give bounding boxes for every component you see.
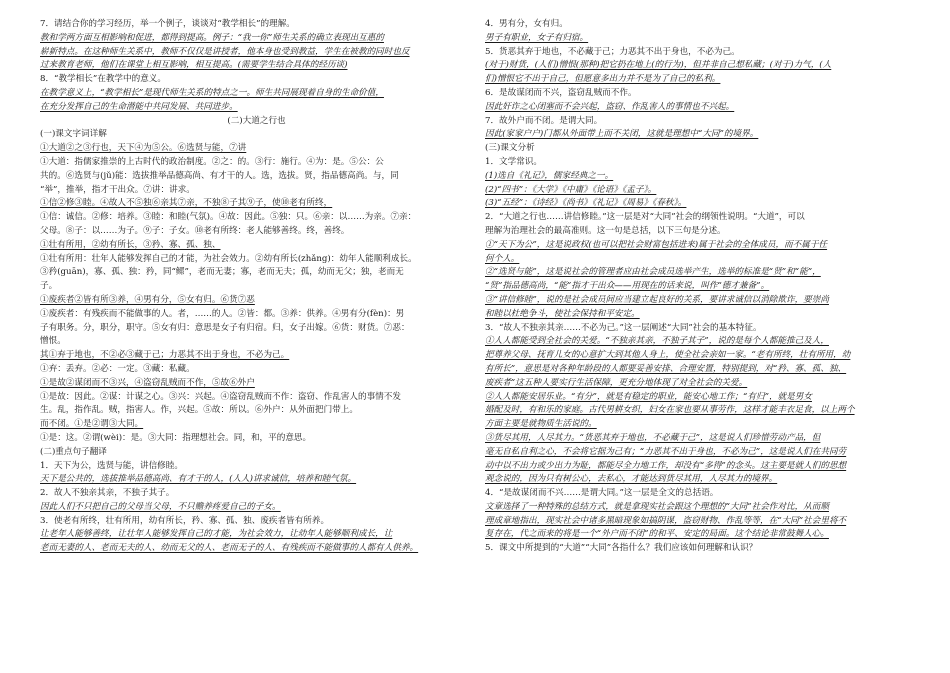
right-text-line: (三)课文分析: [485, 143, 535, 154]
right-column: [485, 18, 917, 556]
left-text-line: 7．请结合你的学习经历，举一个例子，谈谈对“教学相长”的理解。: [40, 19, 295, 29]
right-text-line: ①人人都能受到全社会的关爱。“不独亲其亲，不独子其子”，说的是每个人都能推己及人，: [485, 336, 829, 347]
right-text-line: (3)“五经”：《诗经》《尚书》《礼记》《周易》《春秋》。: [485, 198, 687, 209]
right-text-line: 动中以不出力或少出力为耻，都能尽全力地工作，却没有“多得”的念头。这主要是就人们的思想: [485, 460, 847, 471]
right-text-line: ③“讲信修睦”，说的是社会成员间应当建立起良好的关系，要讲求诚信以消除欺诈，要崇尚: [485, 294, 829, 305]
right-text-line: 方面主要是就物质生活说的。: [485, 419, 597, 430]
right-text-line: 因此奸诈之心闭塞而不会兴起，盗窃、作乱害人的事情也不兴起。: [485, 101, 735, 112]
left-text-line: ①是：这。②谓(wèi)：是。③大同：指理想社会。同，和，平的意思。: [40, 432, 312, 443]
left-text-line: ①壮有所用：壮年人能够发挥自己的才能，为社会效力。②幼有所长(zhǎng)：幼年人能顺利成长。: [40, 253, 417, 264]
right-text-line: 把尊养父母、抚育儿女的心意扩大到其他人身上，使全社会亲如一家。“老有所终，壮有所用，幼: [485, 350, 851, 361]
right-text-line: 有所长”，意思是对各种年龄段的人都要妥善安排、合理安置，特别提到，对“矜、寡、孤、独、: [485, 363, 847, 374]
right-text-line: 文章选择了一种特殊的总结方式，就是拿现实社会跟这个理想的“大同”社会作对比，从而顺: [485, 501, 829, 512]
right-text-line: 4．男有分，女有归。: [485, 19, 568, 29]
left-text-line: 在充分发挥自己的生命潜能中共同发展、共同进步。: [40, 101, 238, 112]
right-text-line: 2．“大道之行也……讲信修睦。”这一层是对“大同”社会的纲领性说明。“大道”，可以: [485, 212, 805, 223]
right-text-line: 婚配及时，有和乐的家庭。古代男耕女织，妇女在家也要从事劳作，这样才能丰衣足食，以上两个: [485, 405, 855, 416]
left-text-line: ①壮有所用，②幼有所长，③矜、寡、孤、独、: [40, 239, 221, 250]
left-text-line: “举”，推举，指才干出众。⑦讲：讲求。: [40, 184, 195, 195]
left-text-line: 3．使老有所终，壮有所用，幼有所长，矜、寡、孤、独、废疾者皆有所养。: [40, 515, 330, 526]
left-text-line: ①废疾者：有残疾而不能做事的人。者，……的人。②皆：都。③养：供养。④男有分(fèn)：男: [40, 308, 405, 319]
left-text-line: 而不闭。①是②谓③大同。: [40, 419, 144, 430]
left-text-line: 父母。⑧子：以……为子。⑨子：子女。⑩老有所终：老人能够善终。终，善终。: [40, 225, 350, 236]
left-text-line: (一)课文字词详解: [40, 129, 107, 140]
left-text-line: 1．天下为公，选贤与能，讲信修睦。: [40, 460, 183, 471]
left-text-line: ①是故②谋闭而不③兴，④盗窃乱贼而不作，⑤故⑥外户: [40, 377, 255, 388]
left-text-line: 生。乱，指作乱。贼，指害人。作，兴起。⑤故：所以。⑥外户：从外面把门带上。: [40, 405, 358, 416]
right-text-line: 观念说的，因为只有树公心，去私心，才能达到货尽其用，人尽其力的境界。: [485, 474, 778, 485]
right-text-line: 7．故外户而不闭。是谓大同。: [485, 115, 603, 126]
left-text-line: (二)重点句子翻译: [40, 446, 107, 457]
left-text-line: ①弃：丢弃。②必：一定。③藏：私藏。: [40, 363, 195, 374]
left-text-line: 憎恨。: [40, 336, 66, 347]
right-text-line: 3．“故人不独亲其亲……不必为己。”这一层阐述“大同”社会的基本特征。: [485, 322, 762, 333]
right-text-line: ①“天下为公”，这是说政权(也可以把社会财富包括进来)属于社会的全体成员，而不属于任: [485, 239, 828, 250]
left-text-line: ①废疾者②皆有所③养，④男有分，⑤女有归。⑥货⑦恶: [40, 294, 255, 305]
right-text-line: (1)选自《礼记》，儒家经典之一。: [485, 170, 614, 181]
right-text-line: ②人人都能安居乐业。“有分”，就是有稳定的职业，能安心地工作；“有归”，就是男女: [485, 391, 812, 402]
left-text-line: 因此人们不只把自己的父母当父母，不只赡养疼爱自己的子女。: [40, 501, 281, 512]
left-text-line: 崭新特点。在这种师生关系中，教师不仅仅是讲授者，他本身也受到教益，学生在被教的同时也反: [40, 46, 410, 57]
left-text-line: ③矜(guān)，寡、孤、独：矜，同“鳏”，老而无妻；寡，老而无夫；孤，幼而无父；独，老而无: [40, 267, 404, 278]
right-text-line: 和睦以杜绝争斗，使社会保持和平安定。: [485, 308, 640, 319]
left-text-line: 老而无妻的人、老而无夫的人、幼而无父的人、老而无子的人、有残疾而不能做事的人都有人供养。: [40, 543, 419, 554]
right-text-line: 复存在，代之而来的将是一个“外户而不闭”的和平、安定的局面。这个结论非常鼓舞人心。: [485, 529, 829, 540]
left-text-line: ①信：诚信。②修：培养。③睦：和睦(气氛)。④故：因此。⑤独：只。⑥亲：以……为亲。⑦亲：: [40, 212, 417, 223]
right-text-line: 5．课文中所提到的“大道”“大同”各指什么？我们应该如何理解和认识？: [485, 543, 758, 554]
right-text-line: 理解为治理社会的最高准则。这一句是总括，以下三句是分述。: [485, 225, 726, 236]
left-text-line: 8．“教学相长”在教学中的意义。: [40, 74, 166, 85]
right-text-line: 废疾者”这五种人要实行生活保障，更充分地体现了对全社会的关爱。: [485, 377, 748, 388]
left-text-line: 子。: [40, 281, 58, 292]
left-text-line: 2．故人不独亲其亲，不独子其子。: [40, 488, 175, 499]
left-text-line: 共的。⑥选贤与(jǔ)能：选拔推举品德高尚、有才干的人。选，选拔。贤，指品德高尚。与，同: [40, 170, 399, 181]
right-text-line: 们)憎恨它不出于自己，但愿意多出力并不是为了自己的私利。: [485, 74, 721, 85]
left-text-line: 其①弃于地也，不②必③藏于己；力恶其不出于身也，不必为己。: [40, 350, 290, 361]
left-text-line: ①是故：因此。②谋：计谋之心。③兴：兴起。④盗窃乱贼而不作：盗窃、作乱害人的事情不发: [40, 391, 401, 402]
right-text-line: 因此(家家户户)门都从外面带上而不关闭，这就是理想中“大同”的境界。: [485, 129, 759, 140]
left-text-line: 过来教育老师，他们在课堂上相互影响，相互提高。(需要学生结合具体的经历谈): [40, 60, 348, 71]
left-text-line: 天下是公共的，选拔推举品德高尚、有才干的人，(人人)讲求诚信，培养和睦气氛。: [40, 474, 357, 485]
right-text-line: (对于)财货，(人们)憎恨(那种)把它扔在地上(的行为)，但并非自己想私藏；(对于)力气，(人: [485, 60, 832, 71]
right-text-line: ②“选贤与能”，这是说社会的管理者应由社会成员选举产生，选举的标准是“贤”和“能”，: [485, 267, 821, 278]
right-text-line: 4．“是故谋闭而不兴……是谓大同。”这一层是全文的总括语。: [485, 488, 719, 499]
left-text-line: 教和学两方面互相影响和促进，都得到提高。例子：“我一你”师生关系的确立表现出互惠的: [40, 32, 384, 43]
left-text-line: ①信②修③睦。④故人不⑤独⑥亲其⑦亲，不独⑧子其⑨子，使⑩老有所终，: [40, 198, 333, 209]
right-text-line: 男子有职业，女子有归宿。: [485, 32, 589, 43]
left-text-line: ①大道：指儒家推崇的上古时代的政治制度。②之：的。③行：施行。④为：是。⑤公：公: [40, 156, 384, 167]
right-text-line: 何个人。: [485, 253, 520, 264]
left-text-line: 让老年人能够善终，让壮年人能够发挥自己的才能，为社会效力，让幼年人能够顺利成长，让: [40, 529, 393, 540]
right-text-line: 5．货恶其弃于地也，不必藏于己；力恶其不出于身也，不必为己。: [485, 46, 740, 57]
left-text-line: ①大道②之③行也，天下④为⑤公。⑥选贤与能，⑦讲: [40, 143, 247, 154]
right-text-line: 1．文学常识。: [485, 156, 543, 167]
left-text-line: 在教学意义上，“教学相长”是现代师生关系的特点之一。师生共同展现着自身的生命价值，: [40, 87, 384, 98]
right-text-line: (2)“四书”：《大学》《中庸》《论语》《孟子》。: [485, 184, 657, 195]
right-text-line: 毫无自私自利之心，不会将它据为己有；“力恶其不出于身也，不必为己”，这是说人们在共同劳: [485, 446, 847, 457]
left-text-line: 子有职务。分，职分，职守。⑤女有归：意思是女子有归宿。归，女子出嫁。⑥货：财货。⑦恶：: [40, 322, 410, 333]
right-text-line: 理成章地指出，现实社会中诸多黑暗现象如搞阴谋，盗窃财物、作乱等等，在“大同”社会里将不: [485, 515, 847, 526]
right-text-line: ③货尽其用，人尽其力。“货恶其弃于地也，不必藏于己”，这是说人们珍惜劳动产品，但: [485, 432, 821, 443]
left-text-line: (二)大道之行也: [227, 115, 286, 126]
left-column: [40, 18, 473, 556]
right-text-line: “贤”指品德高尚，“能”指才干出众——用现在的话来说，叫作“德才兼备”。: [485, 281, 770, 292]
right-text-line: 6．是故谋闭而不兴，盗窃乱贼而不作。: [485, 87, 637, 98]
